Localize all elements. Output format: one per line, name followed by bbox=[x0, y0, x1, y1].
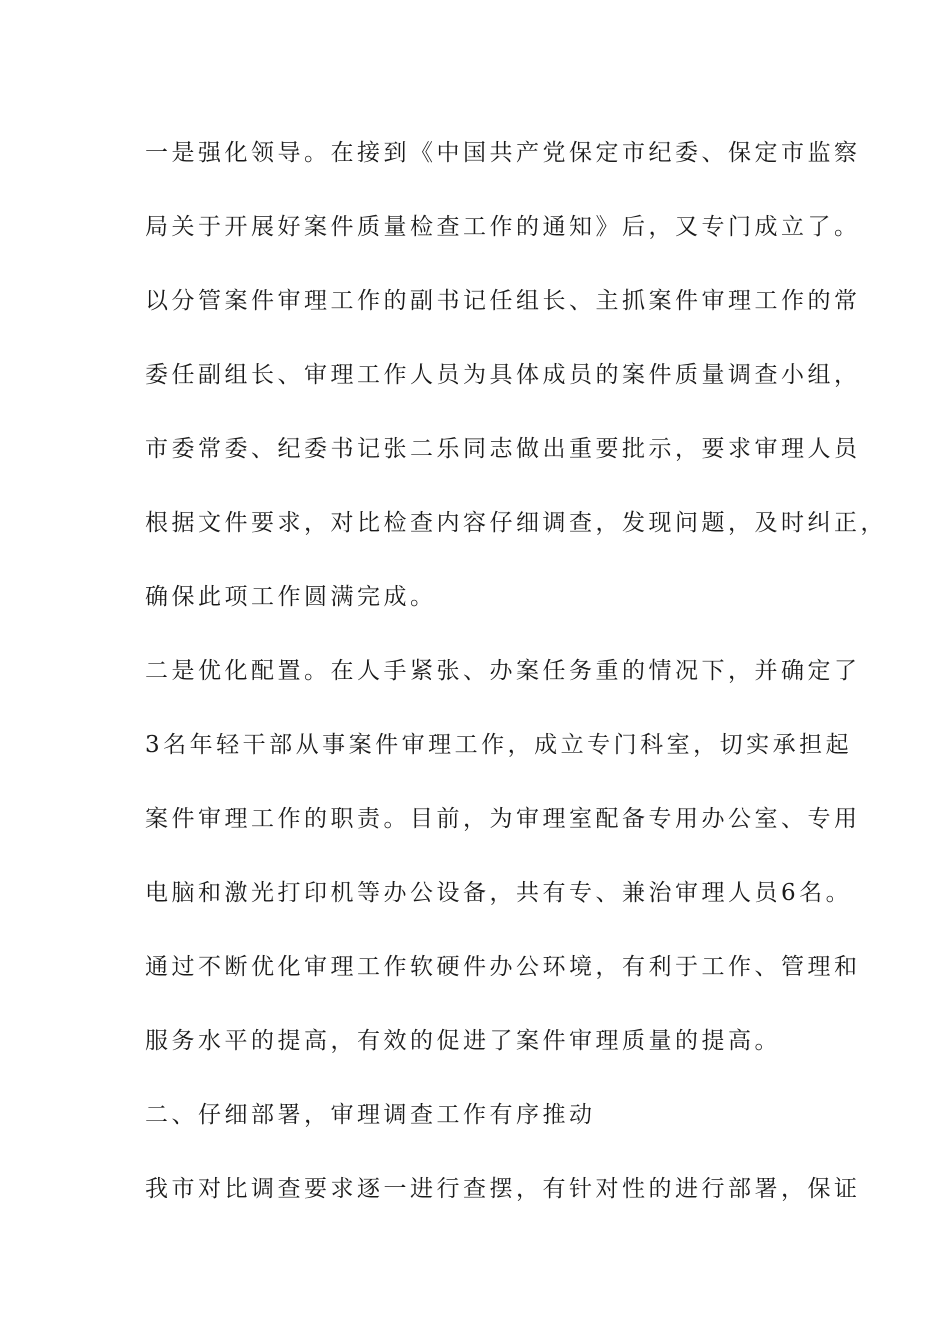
section-heading: 二、仔细部署，审理调查工作有序推动 bbox=[145, 1102, 596, 1128]
text-line-12: 通过不断优化审理工作软硬件办公环境，有利于工作、管理和 bbox=[145, 954, 861, 980]
text-line-6: 根据文件要求，对比检查内容仔细调查，发现问题，及时纠正， bbox=[145, 510, 887, 536]
text-line-7: 确保此项工作圆满完成。 bbox=[145, 584, 437, 610]
text-line-11: 电脑和激光打印机等办公设备，共有专、兼治审理人员6名。 bbox=[145, 880, 853, 906]
text-line-9: 3名年轻干部从事案件审理工作，成立专门科室，切实承担起 bbox=[145, 732, 853, 758]
text-line-5: 市委常委、纪委书记张二乐同志做出重要批示，要求审理人员 bbox=[145, 436, 861, 462]
text-line-8: 二是优化配置。在人手紧张、办案任务重的情况下，并确定了 bbox=[145, 658, 861, 684]
text-line-4: 委任副组长、审理工作人员为具体成员的案件质量调查小组， bbox=[145, 362, 861, 388]
text-line-2: 局关于开展好案件质量检查工作的通知》后，又专门成立了。 bbox=[145, 214, 861, 240]
text-line-3: 以分管案件审理工作的副书记任组长、主抓案件审理工作的常 bbox=[145, 288, 861, 314]
text-line-15: 我市对比调查要求逐一进行查摆，有针对性的进行部署，保证 bbox=[145, 1176, 861, 1202]
text-line-13: 服务水平的提高，有效的促进了案件审理质量的提高。 bbox=[145, 1028, 781, 1054]
text-line-1: 一是强化领导。在接到《中国共产党保定市纪委、保定市监察 bbox=[145, 140, 861, 166]
text-line-10: 案件审理工作的职责。目前，为审理室配备专用办公室、专用 bbox=[145, 806, 861, 832]
